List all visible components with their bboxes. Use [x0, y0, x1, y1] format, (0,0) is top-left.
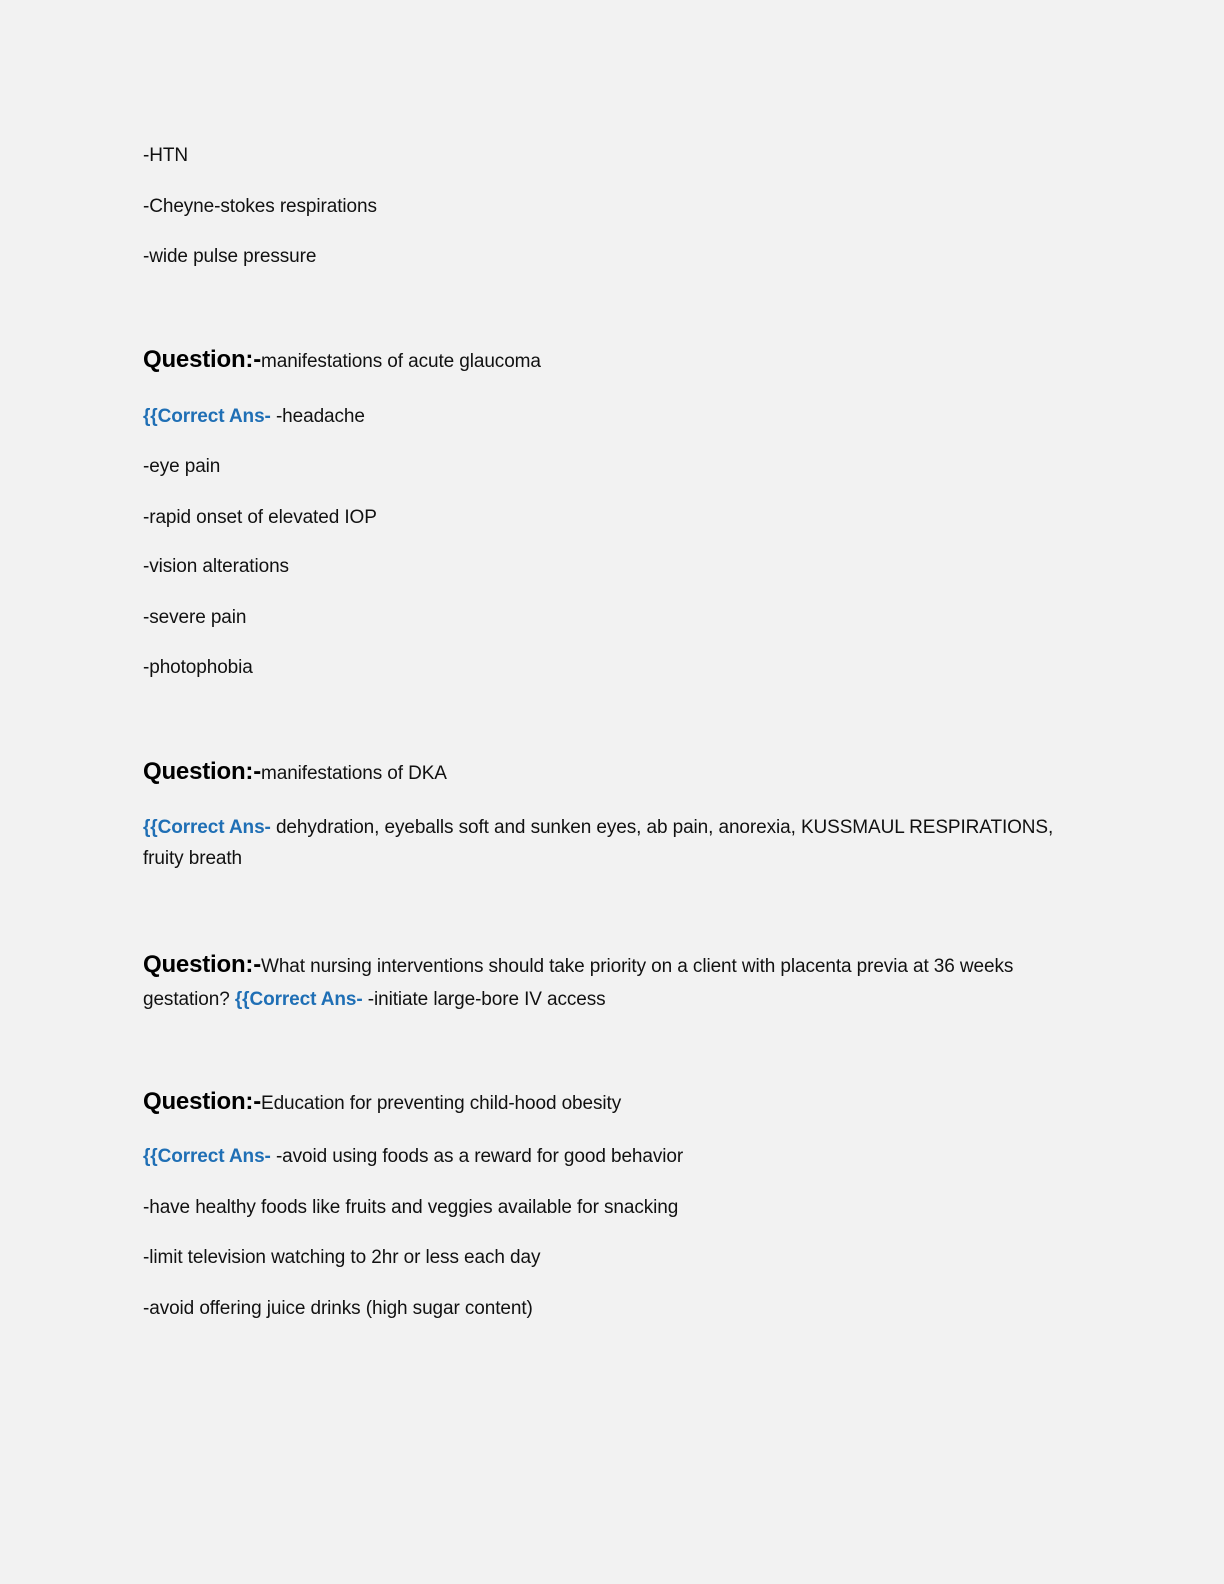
list-item: -rapid onset of elevated IOP	[143, 507, 377, 528]
list-item: -severe pain	[143, 607, 247, 628]
question-label: Question:-	[143, 758, 261, 785]
answer-label: {{Correct Ans-	[234, 989, 363, 1010]
question-2	[143, 760, 447, 786]
answer-text: -headache	[270, 406, 365, 427]
list-item: -photophobia	[143, 657, 253, 678]
question-1	[143, 348, 541, 374]
answer-2	[143, 812, 1078, 874]
list-item: -limit television watching to 2hr or less each day	[143, 1247, 541, 1268]
answer-4	[143, 1145, 683, 1169]
list-item: -HTN	[143, 145, 188, 166]
question-4	[143, 1090, 621, 1116]
list-item: -wide pulse pressure	[143, 246, 317, 267]
question-text: manifestations of acute glaucoma	[261, 351, 541, 372]
list-item: -have healthy foods like fruits and veggies available for snacking	[143, 1197, 679, 1218]
question-text: What nursing interventions should take priority on a client with placenta previa at 36 weeks gestation?	[143, 956, 1014, 1010]
list-item: -eye pain	[143, 456, 221, 477]
answer-text: -avoid using foods as a reward for good behavior	[270, 1146, 684, 1167]
list-item: -Cheyne-stokes respirations	[143, 196, 377, 217]
question-label: Question:-	[143, 951, 261, 978]
question-text: manifestations of DKA	[261, 763, 447, 784]
answer-label: {{Correct Ans-	[143, 817, 271, 838]
question-label: Question:-	[143, 346, 261, 373]
question-3	[143, 948, 1078, 1016]
question-label: Question:-	[143, 1088, 261, 1115]
answer-1	[143, 405, 365, 429]
answer-text: dehydration, eyeballs soft and sunken eyes, ab pain, anorexia, KUSSMAUL RESPIRATIONS, fruity breath	[143, 817, 1054, 869]
list-item: -vision alterations	[143, 556, 289, 577]
question-text: Education for preventing child-hood obesity	[261, 1093, 622, 1114]
answer-text: -initiate large-bore IV access	[362, 989, 606, 1010]
list-item: -avoid offering juice drinks (high sugar content)	[143, 1298, 533, 1319]
answer-label: {{Correct Ans-	[143, 1146, 271, 1167]
answer-label: {{Correct Ans-	[143, 406, 271, 427]
